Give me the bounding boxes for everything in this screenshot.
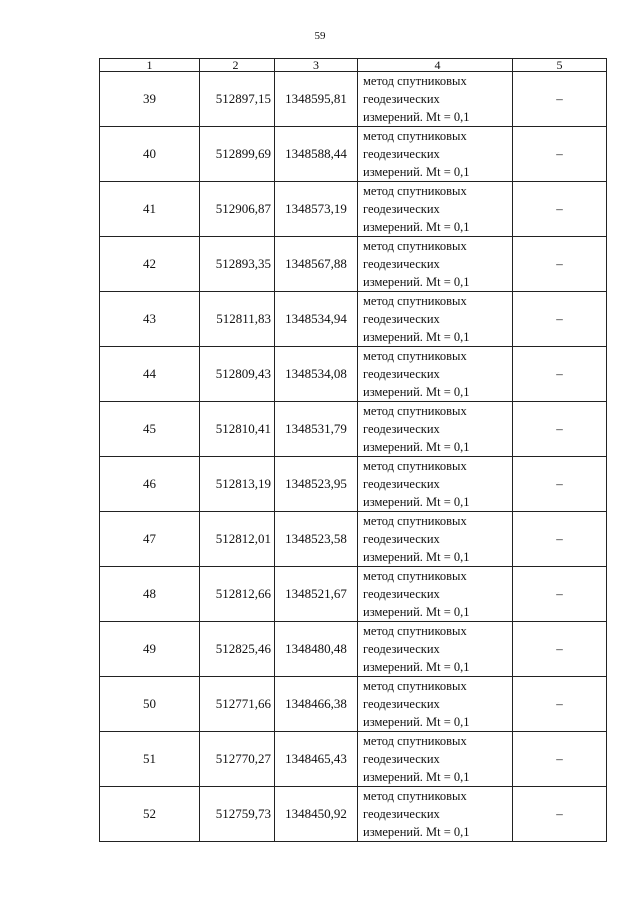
note-dash: – bbox=[556, 201, 563, 216]
method-line: измерений. Mt = 0,1 bbox=[363, 220, 470, 234]
point-number-cell: 49 bbox=[100, 622, 200, 677]
point-number-cell: 44 bbox=[100, 347, 200, 402]
note-dash: – bbox=[556, 311, 563, 326]
note-dash: – bbox=[556, 586, 563, 601]
method-line: измерений. Mt = 0,1 bbox=[363, 165, 470, 179]
method-line: геодезических bbox=[363, 807, 440, 821]
table-row bbox=[100, 237, 607, 292]
page-number: 59 bbox=[314, 30, 326, 42]
method-line: измерений. Mt = 0,1 bbox=[363, 825, 470, 839]
y-coordinate-cell: 1348567,88 bbox=[275, 237, 358, 292]
method-cell bbox=[358, 402, 513, 457]
method-line: геодезических bbox=[363, 202, 440, 216]
x-coordinate-cell: 512812,01 bbox=[200, 512, 275, 567]
note-cell bbox=[513, 732, 607, 787]
method-line: измерений. Mt = 0,1 bbox=[363, 330, 470, 344]
note-cell bbox=[513, 622, 607, 677]
note-cell bbox=[513, 677, 607, 732]
table-row bbox=[100, 457, 607, 512]
method-line: измерений. Mt = 0,1 bbox=[363, 440, 470, 454]
method-cell bbox=[358, 622, 513, 677]
x-coordinate-cell: 512893,35 bbox=[200, 237, 275, 292]
point-number-cell: 46 bbox=[100, 457, 200, 512]
method-line: геодезических bbox=[363, 312, 440, 326]
method-cell bbox=[358, 182, 513, 237]
method-line: метод спутниковых bbox=[363, 459, 467, 473]
table-header-row bbox=[100, 59, 607, 72]
method-cell bbox=[358, 567, 513, 622]
x-coordinate-cell: 512812,66 bbox=[200, 567, 275, 622]
point-number-cell: 42 bbox=[100, 237, 200, 292]
table-row bbox=[100, 347, 607, 402]
table-row bbox=[100, 622, 607, 677]
y-coordinate-cell: 1348521,67 bbox=[275, 567, 358, 622]
y-coordinate-cell: 1348531,79 bbox=[275, 402, 358, 457]
table-row bbox=[100, 72, 607, 127]
method-cell bbox=[358, 127, 513, 182]
note-cell bbox=[513, 292, 607, 347]
note-dash: – bbox=[556, 146, 563, 161]
x-coordinate-cell: 512810,41 bbox=[200, 402, 275, 457]
coordinates-table bbox=[99, 58, 607, 842]
method-cell bbox=[358, 787, 513, 842]
point-number-cell: 48 bbox=[100, 567, 200, 622]
method-cell bbox=[358, 677, 513, 732]
method-line: измерений. Mt = 0,1 bbox=[363, 110, 470, 124]
column-header-1: 1 bbox=[100, 59, 200, 72]
x-coordinate-cell: 512825,46 bbox=[200, 622, 275, 677]
column-header-5: 5 bbox=[513, 59, 607, 72]
point-number-cell: 51 bbox=[100, 732, 200, 787]
method-line: метод спутниковых bbox=[363, 514, 467, 528]
note-cell bbox=[513, 127, 607, 182]
x-coordinate-cell: 512897,15 bbox=[200, 72, 275, 127]
point-number-cell: 43 bbox=[100, 292, 200, 347]
table-row bbox=[100, 787, 607, 842]
note-dash: – bbox=[556, 641, 563, 656]
y-coordinate-cell: 1348534,08 bbox=[275, 347, 358, 402]
note-cell bbox=[513, 512, 607, 567]
method-line: метод спутниковых bbox=[363, 404, 467, 418]
method-line: геодезических bbox=[363, 92, 440, 106]
point-number-cell: 41 bbox=[100, 182, 200, 237]
y-coordinate-cell: 1348534,94 bbox=[275, 292, 358, 347]
point-number-cell: 40 bbox=[100, 127, 200, 182]
method-line: метод спутниковых bbox=[363, 349, 467, 363]
method-cell bbox=[358, 72, 513, 127]
y-coordinate-cell: 1348595,81 bbox=[275, 72, 358, 127]
note-dash: – bbox=[556, 751, 563, 766]
y-coordinate-cell: 1348450,92 bbox=[275, 787, 358, 842]
note-cell bbox=[513, 347, 607, 402]
y-coordinate-cell: 1348523,58 bbox=[275, 512, 358, 567]
note-cell bbox=[513, 182, 607, 237]
note-cell bbox=[513, 402, 607, 457]
method-line: геодезических bbox=[363, 697, 440, 711]
method-line: измерений. Mt = 0,1 bbox=[363, 385, 470, 399]
method-line: геодезических bbox=[363, 257, 440, 271]
note-dash: – bbox=[556, 696, 563, 711]
method-cell bbox=[358, 732, 513, 787]
y-coordinate-cell: 1348466,38 bbox=[275, 677, 358, 732]
table-row bbox=[100, 677, 607, 732]
note-dash: – bbox=[556, 806, 563, 821]
table-row bbox=[100, 292, 607, 347]
note-dash: – bbox=[556, 256, 563, 271]
point-number-cell: 52 bbox=[100, 787, 200, 842]
method-line: метод спутниковых bbox=[363, 569, 467, 583]
method-line: метод спутниковых bbox=[363, 294, 467, 308]
method-cell bbox=[358, 292, 513, 347]
method-line: метод спутниковых bbox=[363, 789, 467, 803]
y-coordinate-cell: 1348588,44 bbox=[275, 127, 358, 182]
note-cell bbox=[513, 567, 607, 622]
method-line: геодезических bbox=[363, 642, 440, 656]
point-number-cell: 39 bbox=[100, 72, 200, 127]
method-line: измерений. Mt = 0,1 bbox=[363, 660, 470, 674]
method-line: измерений. Mt = 0,1 bbox=[363, 495, 470, 509]
y-coordinate-cell: 1348523,95 bbox=[275, 457, 358, 512]
x-coordinate-cell: 512809,43 bbox=[200, 347, 275, 402]
method-line: геодезических bbox=[363, 422, 440, 436]
note-dash: – bbox=[556, 91, 563, 106]
method-line: метод спутниковых bbox=[363, 624, 467, 638]
y-coordinate-cell: 1348480,48 bbox=[275, 622, 358, 677]
method-line: метод спутниковых bbox=[363, 239, 467, 253]
method-line: геодезических bbox=[363, 752, 440, 766]
point-number-cell: 45 bbox=[100, 402, 200, 457]
note-cell bbox=[513, 237, 607, 292]
x-coordinate-cell: 512899,69 bbox=[200, 127, 275, 182]
method-line: геодезических bbox=[363, 147, 440, 161]
method-line: метод спутниковых bbox=[363, 679, 467, 693]
point-number-cell: 47 bbox=[100, 512, 200, 567]
x-coordinate-cell: 512770,27 bbox=[200, 732, 275, 787]
method-line: метод спутниковых bbox=[363, 74, 467, 88]
method-line: геодезических bbox=[363, 587, 440, 601]
x-coordinate-cell: 512771,66 bbox=[200, 677, 275, 732]
table-row bbox=[100, 127, 607, 182]
x-coordinate-cell: 512759,73 bbox=[200, 787, 275, 842]
note-dash: – bbox=[556, 476, 563, 491]
method-line: измерений. Mt = 0,1 bbox=[363, 770, 470, 784]
column-header-2: 2 bbox=[200, 59, 275, 72]
note-cell bbox=[513, 457, 607, 512]
table-row bbox=[100, 182, 607, 237]
column-header-3: 3 bbox=[275, 59, 358, 72]
note-dash: – bbox=[556, 421, 563, 436]
method-line: геодезических bbox=[363, 477, 440, 491]
method-cell bbox=[358, 457, 513, 512]
method-line: измерений. Mt = 0,1 bbox=[363, 550, 470, 564]
method-cell bbox=[358, 237, 513, 292]
method-line: измерений. Mt = 0,1 bbox=[363, 275, 470, 289]
method-line: измерений. Mt = 0,1 bbox=[363, 715, 470, 729]
table-row bbox=[100, 732, 607, 787]
note-dash: – bbox=[556, 366, 563, 381]
table-row bbox=[100, 402, 607, 457]
method-line: измерений. Mt = 0,1 bbox=[363, 605, 470, 619]
method-line: метод спутниковых bbox=[363, 184, 467, 198]
x-coordinate-cell: 512811,83 bbox=[200, 292, 275, 347]
x-coordinate-cell: 512813,19 bbox=[200, 457, 275, 512]
method-line: метод спутниковых bbox=[363, 129, 467, 143]
note-cell bbox=[513, 72, 607, 127]
table-row bbox=[100, 512, 607, 567]
point-number-cell: 50 bbox=[100, 677, 200, 732]
method-line: геодезических bbox=[363, 532, 440, 546]
method-line: метод спутниковых bbox=[363, 734, 467, 748]
x-coordinate-cell: 512906,87 bbox=[200, 182, 275, 237]
table-row bbox=[100, 567, 607, 622]
table-body bbox=[100, 72, 607, 842]
method-line: геодезических bbox=[363, 367, 440, 381]
method-cell bbox=[358, 347, 513, 402]
note-dash: – bbox=[556, 531, 563, 546]
method-cell bbox=[358, 512, 513, 567]
note-cell bbox=[513, 787, 607, 842]
y-coordinate-cell: 1348465,43 bbox=[275, 732, 358, 787]
column-header-4: 4 bbox=[358, 59, 513, 72]
y-coordinate-cell: 1348573,19 bbox=[275, 182, 358, 237]
